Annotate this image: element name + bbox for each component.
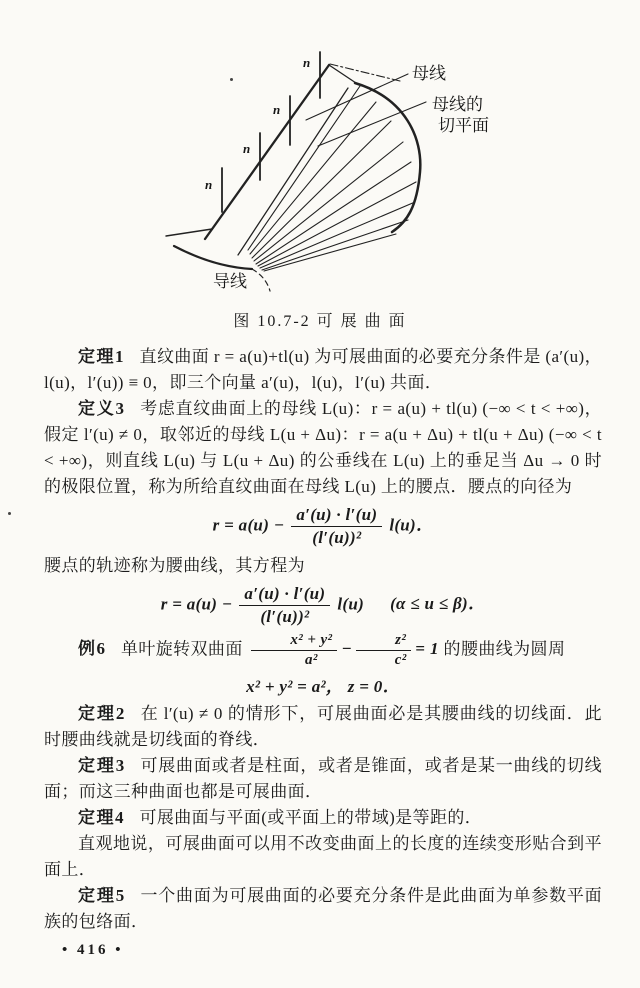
normal-label-1: n xyxy=(205,177,213,192)
formula-2-condition: (α ≤ u ≤ β)． xyxy=(390,594,486,614)
hyperboloid-den-1: a² xyxy=(305,652,318,668)
theorem-4-text: 可展曲面与平面(或平面上的带域)是等距的． xyxy=(139,808,483,827)
theorem-5-label: 定理5 xyxy=(78,886,126,905)
theorem-1-text: 直纹曲面 r = a(u)+tl(u) 为可展曲面的必要充分条件是 (a′(u)，l(u)，l′(u)) ≡ 0，即三个向量 a′(u)，l(u)，l′(u) 共面． xyxy=(44,347,603,392)
normal-label-4: n xyxy=(303,55,311,70)
example-6-post: 的腰曲线为圆周 xyxy=(443,639,566,659)
paragraph-theorem-2 xyxy=(44,701,602,753)
hyperboloid-equation xyxy=(247,632,439,668)
paragraph-theorem-5 xyxy=(44,883,602,935)
formula-1-denominator: (l′(u))² xyxy=(312,528,362,547)
directrix-dashed-tail xyxy=(252,269,270,291)
formula-waist-point xyxy=(44,505,602,548)
paragraph-theorem-1 xyxy=(44,344,602,396)
paragraph-theorem-4 xyxy=(44,805,602,831)
hyperboloid-fraction-2 xyxy=(356,632,411,669)
formula-1-lhs: r = a(u) − xyxy=(212,515,285,535)
theorem-4-label: 定理4 xyxy=(78,808,125,827)
example-6-pre: 单叶旋转双曲面 xyxy=(120,639,243,659)
formula-2-lhs: r = a(u) − xyxy=(160,594,233,614)
directrix-left-stub xyxy=(166,229,212,236)
hyperboloid-fraction-1 xyxy=(251,632,337,669)
theorem-2-label: 定理2 xyxy=(78,704,126,723)
example-6-label: 例6 xyxy=(78,639,107,659)
paragraph-example-6 xyxy=(44,632,602,669)
figure-developable-surface xyxy=(0,50,640,300)
tangent-plane-label-line2: 切平面 xyxy=(438,116,489,135)
formula-1-rhs: l(u)． xyxy=(389,515,434,535)
generatrix-label: 母线 xyxy=(412,64,446,83)
theorem-5-text: 一个曲面为可展曲面的必要充分条件是此曲面为单参数平面族的包络面． xyxy=(44,886,603,931)
normal-label-2: n xyxy=(243,141,251,156)
paragraph-striction-curve: 腰点的轨迹称为腰曲线，其方程为 xyxy=(44,556,305,575)
scan-speck xyxy=(8,512,11,515)
theorem-2-text: 在 l′(u) ≠ 0 的情形下，可展曲面必是其腰曲线的切线面．此时腰曲线就是切线面的脊线． xyxy=(44,704,603,749)
equals-one: = 1 xyxy=(415,639,439,659)
normal-label-3: n xyxy=(273,102,281,117)
surface-left-edge xyxy=(205,65,329,239)
formula-1-numerator: a′(u) · l′(u) xyxy=(291,505,382,527)
text-column xyxy=(44,344,602,935)
page-number: • 416 • xyxy=(62,942,124,958)
figure-caption: 图 10.7-2 可 展 曲 面 xyxy=(233,313,407,330)
hyperboloid-num-2: z² xyxy=(356,632,411,651)
hyperboloid-den-2: c² xyxy=(394,652,407,668)
formula-2-denominator: (l′(u))² xyxy=(260,607,310,626)
tangent-plane-label-line1: 母线的 xyxy=(432,95,483,114)
formula-circle: x² + y² = a²， z = 0． xyxy=(246,677,400,696)
directrix-label: 导线 xyxy=(213,272,247,291)
developable-surface-drawing xyxy=(0,50,640,300)
minus-sign: − xyxy=(341,639,353,659)
paragraph-definition-3 xyxy=(44,396,602,500)
formula-2-fraction xyxy=(239,584,330,627)
definition-3-text: 考虑直纹曲面上的母线 L(u)：r = a(u) + tl(u) (−∞ < t < +∞)，假定 l′(u) ≠ 0，取邻近的母线 L(u + Δu)：r = a(u + Δu) + tl(u + Δu) (−∞ < t < +∞)，则直线 L(u) 与 L(u + Δu) 的公垂线在 L(u) 上的垂足当 Δu → 0 时的极限位置，称为所给直纹曲面在母线 L(u) 上的腰点．腰点的向径为 xyxy=(44,399,602,496)
formula-2-numerator: a′(u) · l′(u) xyxy=(239,584,330,606)
paragraph-theorem-3 xyxy=(44,753,602,805)
theorem-3-text: 可展曲面或者是柱面，或者是锥面，或者是某一曲线的切线面；而这三种曲面也都是可展曲面． xyxy=(44,756,603,801)
theorem-3-label: 定理3 xyxy=(78,756,126,775)
paragraph-intuitive-remark: 直观地说，可展曲面可以用不改变曲面上的长度的连续变形贴合到平面上． xyxy=(44,834,602,879)
hyperboloid-num-1: x² + y² xyxy=(251,632,337,651)
directrix-curve xyxy=(174,246,252,269)
formula-1-fraction xyxy=(291,505,382,548)
formula-2-rhs: l(u) xyxy=(337,594,365,614)
theorem-1-label: 定理1 xyxy=(78,347,126,366)
definition-3-label: 定义3 xyxy=(78,399,126,418)
generatrix-leader-line xyxy=(306,74,408,120)
surface-top-edge xyxy=(329,65,356,83)
formula-striction-curve xyxy=(44,584,602,627)
